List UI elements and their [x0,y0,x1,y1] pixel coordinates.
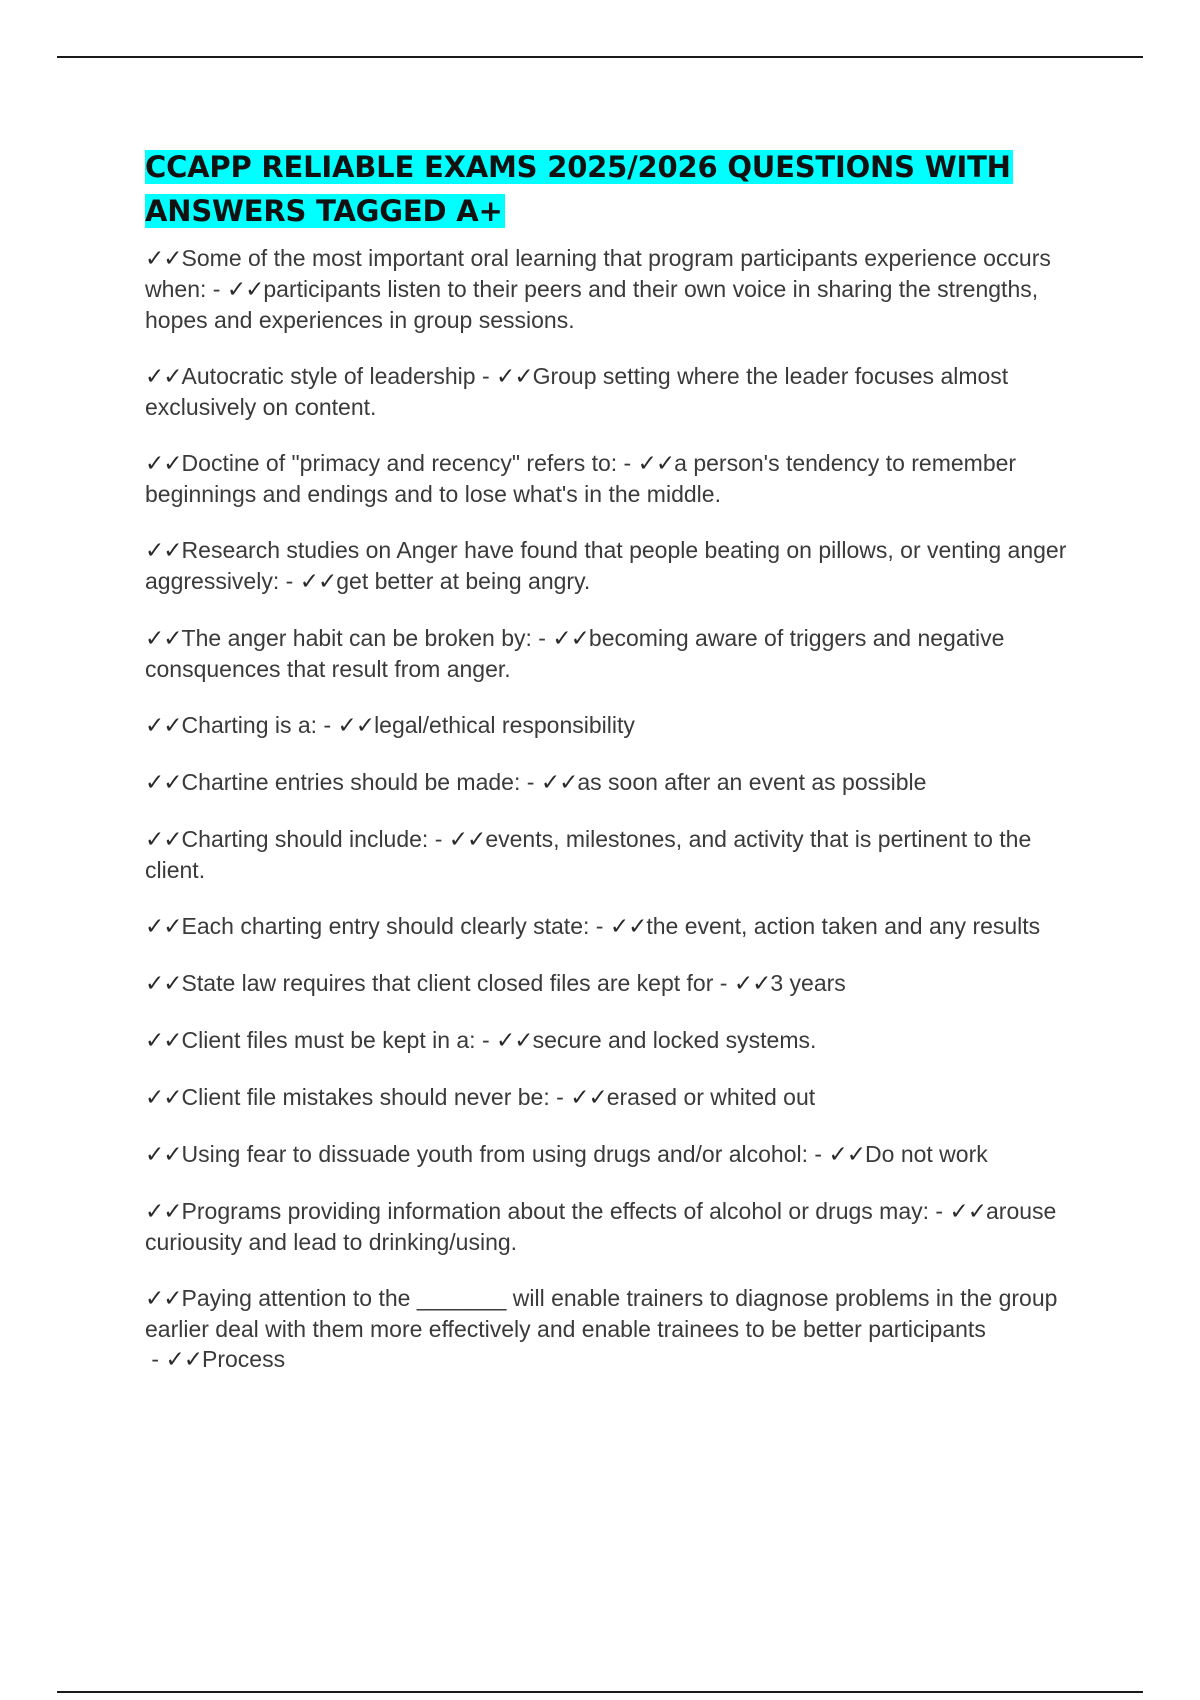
document-title [145,145,1095,233]
check-icon: ✓✓ [733,971,771,997]
qa-answer: erased or whited out [606,1084,816,1110]
check-icon: ✓✓ [145,770,182,796]
qa-answer: get better at being angry. [336,568,591,594]
qa-separator: - [279,568,300,594]
qa-separator: - [317,712,338,738]
check-icon: ✓✓ [637,451,675,477]
check-icon: ✓✓ [496,1028,533,1054]
check-icon: ✓✓ [145,971,182,997]
qa-separator: - [475,1027,497,1053]
qa-item [145,710,1095,741]
qa-separator: - [206,276,227,302]
qa-answer: the event, action taken and any results [646,913,1041,939]
check-icon: ✓✓ [448,827,486,853]
bottom-rule [57,1691,1143,1693]
qa-separator: - [549,1084,571,1110]
check-icon: ✓✓ [145,626,182,652]
check-icon: ✓✓ [145,451,182,477]
qa-answer: secure and locked systems. [532,1027,817,1053]
document-title-text: CCAPP RELIABLE EXAMS 2025/2026 QUESTIONS WITH ANSWERS TAGGED A+ [145,150,1011,228]
qa-question: Paying attention to the _______ will enable trainers to diagnose problems in the group earlier deal with them more effectively and enable trainees to be better participants [145,1285,1058,1342]
qa-answer: becoming aware of triggers and negative consquences that result from anger. [145,625,1005,682]
qa-question: Autocratic style of leadership [181,363,476,389]
qa-answer: participants listen to their peers and their own voice in sharing the strengths, hopes and experiences in group sessions. [145,276,1039,333]
check-icon: ✓✓ [145,914,182,940]
check-icon: ✓✓ [552,626,589,652]
top-rule [57,56,1143,58]
qa-answer: legal/ethical responsibility [374,712,635,738]
qa-separator: - [475,363,497,389]
qa-question: Programs providing information about the effects of alcohol or drugs may: [181,1198,930,1224]
qa-answer: a person's tendency to remember beginnings and endings and to lose what's in the middle. [145,450,1017,507]
qa-item [145,1283,1095,1375]
check-icon: ✓✓ [145,246,182,272]
qa-separator: - [145,1346,166,1372]
check-icon: ✓✓ [828,1142,866,1168]
qa-answer: 3 years [770,970,846,996]
qa-separator: - [520,769,541,795]
check-icon: ✓✓ [540,770,578,796]
qa-question: Each charting entry should clearly state: [181,913,590,939]
qa-item [145,767,1095,798]
check-icon: ✓✓ [145,538,182,564]
qa-item [145,968,1095,999]
check-icon: ✓✓ [145,713,182,739]
qa-item [145,1025,1095,1056]
qa-question: Doctine of "primacy and recency" refers to: [181,450,618,476]
check-icon: ✓✓ [609,914,647,940]
qa-answer: as soon after an event as possible [577,769,927,795]
qa-separator: - [929,1198,950,1224]
qa-list [145,243,1095,1375]
qa-answer: Group setting where the leader focuses almost exclusively on content. [145,363,1009,420]
qa-question: Charting is a: [181,712,318,738]
qa-question: Research studies on Anger have found that people beating on pillows, or venting anger aggressively: [145,537,1067,594]
check-icon: ✓✓ [145,1199,182,1225]
check-icon: ✓✓ [337,713,375,739]
check-icon: ✓✓ [570,1085,607,1111]
qa-item [145,535,1095,597]
qa-item [145,1082,1095,1113]
qa-question: Using fear to dissuade youth from using drugs and/or alcohol: [181,1141,809,1167]
qa-item [145,243,1095,335]
document-content [145,145,1095,1401]
qa-item [145,911,1095,942]
qa-question: Some of the most important oral learning that program participants experience occurs when: [145,245,1051,302]
check-icon: ✓✓ [165,1347,202,1373]
check-icon: ✓✓ [226,277,264,303]
qa-separator: - [589,913,610,939]
qa-separator: - [617,450,638,476]
qa-question: Chartine entries should be made: [181,769,521,795]
qa-question: Charting should include: [181,826,429,852]
check-icon: ✓✓ [145,1085,182,1111]
qa-item [145,1139,1095,1170]
check-icon: ✓✓ [145,827,182,853]
qa-separator: - [531,625,553,651]
check-icon: ✓✓ [145,364,182,390]
qa-question: The anger habit can be broken by: [181,625,532,651]
qa-answer: events, milestones, and activity that is pertinent to the client. [145,826,1032,883]
qa-item [145,1196,1095,1257]
qa-item [145,824,1095,885]
check-icon: ✓✓ [145,1286,182,1312]
qa-question: State law requires that client closed files are kept for [181,970,714,996]
qa-separator: - [808,1141,829,1167]
qa-item [145,361,1095,422]
check-icon: ✓✓ [299,569,337,595]
qa-separator: - [428,826,449,852]
qa-item [145,623,1095,684]
qa-separator: - [713,970,734,996]
check-icon: ✓✓ [145,1028,182,1054]
qa-item [145,448,1095,509]
check-icon: ✓✓ [949,1199,987,1225]
qa-answer: Do not work [865,1141,988,1167]
qa-answer: Process [202,1346,286,1372]
check-icon: ✓✓ [145,1142,182,1168]
qa-question: Client files must be kept in a: [181,1027,476,1053]
check-icon: ✓✓ [496,364,533,390]
qa-question: Client file mistakes should never be: [181,1084,550,1110]
qa-answer: arouse curiousity and lead to drinking/using. [145,1198,1057,1255]
